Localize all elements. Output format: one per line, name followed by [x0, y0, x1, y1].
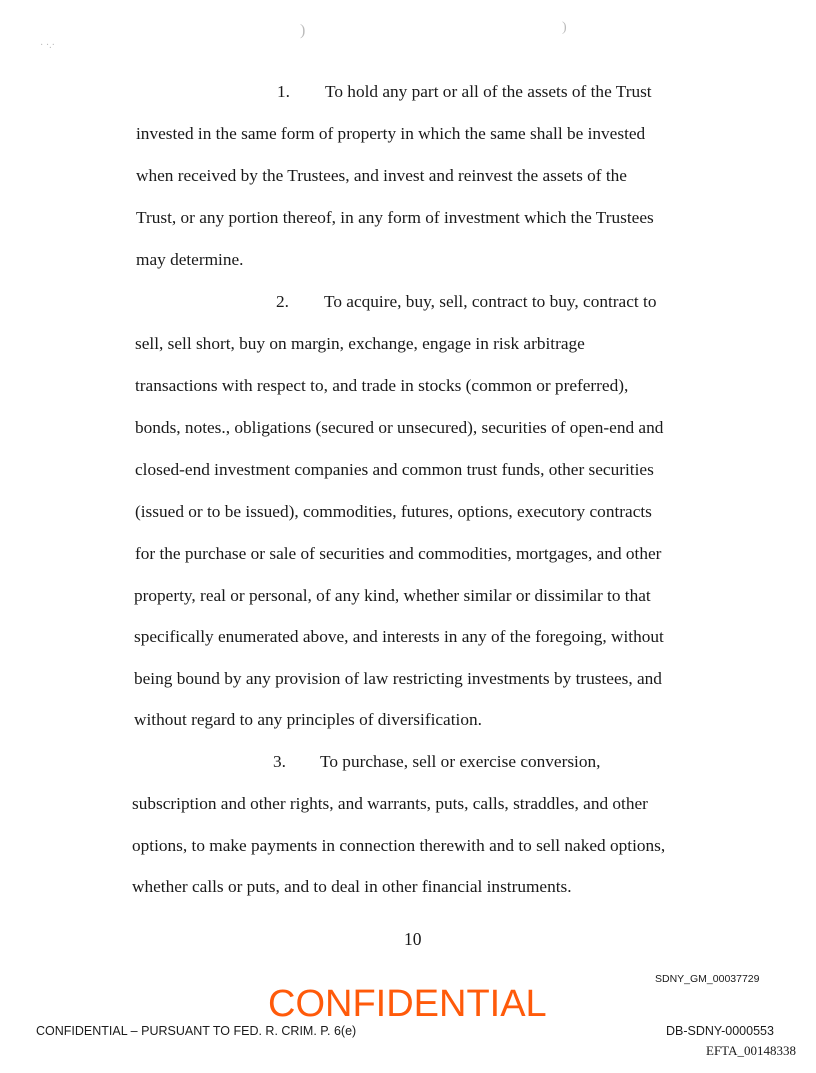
paragraph-line: To purchase, sell or exercise conversion, — [320, 752, 601, 771]
paragraph-line: closed-end investment companies and common trust funds, other securities — [135, 460, 654, 479]
paragraph-line: subscription and other rights, and warrants, puts, calls, straddles, and other — [132, 794, 648, 813]
page-number: 10 — [404, 929, 422, 949]
paragraph-line: transactions with respect to, and trade in stocks (common or preferred), — [135, 376, 629, 395]
paragraph-line: being bound by any provision of law restricting investments by trustees, and — [134, 669, 662, 688]
bates-number-sdny-gm: SDNY_GM_00037729 — [655, 973, 760, 985]
paragraph-line: invested in the same form of property in which the same shall be invested — [136, 124, 646, 143]
paragraph-line: To acquire, buy, sell, contract to buy, contract to — [324, 292, 657, 311]
confidentiality-legend: CONFIDENTIAL – PURSUANT TO FED. R. CRIM. P. 6(e) — [36, 1024, 357, 1038]
paragraph-line: sell, sell short, buy on margin, exchange, engage in risk arbitrage — [135, 334, 585, 353]
paragraph-line: (issued or to be issued), commodities, futures, options, executory contracts — [135, 502, 652, 521]
paragraph-line: property, real or personal, of any kind, whether similar or dissimilar to that — [134, 586, 651, 605]
paragraph-line: bonds, notes., obligations (secured or unsecured), securities of open-end and — [135, 418, 664, 437]
paragraph-line: for the purchase or sale of securities and commodities, mortgages, and other — [135, 544, 662, 563]
paragraph-number: 1. — [277, 82, 290, 101]
confidential-stamp: CONFIDENTIAL — [268, 983, 547, 1025]
paragraph-line: specifically enumerated above, and interests in any of the foregoing, without — [134, 627, 664, 646]
paragraph-line: when received by the Trustees, and invest and reinvest the assets of the — [136, 166, 627, 185]
bates-number-db: DB-SDNY-0000553 — [666, 1024, 774, 1038]
paragraph-line: Trust, or any portion thereof, in any form of investment which the Trustees — [136, 208, 654, 227]
paragraph-line: whether calls or puts, and to deal in other financial instruments. — [132, 877, 572, 896]
paragraph-line: may determine. — [136, 250, 244, 269]
paragraph-line: options, to make payments in connection therewith and to sell naked options, — [132, 836, 666, 855]
scan-artifact: ) — [562, 20, 567, 35]
paragraph-line: without regard to any principles of diversification. — [134, 710, 482, 729]
paragraph-number: 2. — [276, 292, 289, 311]
efta-number: EFTA_00148338 — [706, 1043, 796, 1058]
paragraph-line: To hold any part or all of the assets of the Trust — [325, 82, 652, 101]
scan-artifact: ) — [300, 22, 306, 39]
scan-artifact: · ·.· — [40, 40, 55, 51]
paragraph-number: 3. — [273, 752, 286, 771]
